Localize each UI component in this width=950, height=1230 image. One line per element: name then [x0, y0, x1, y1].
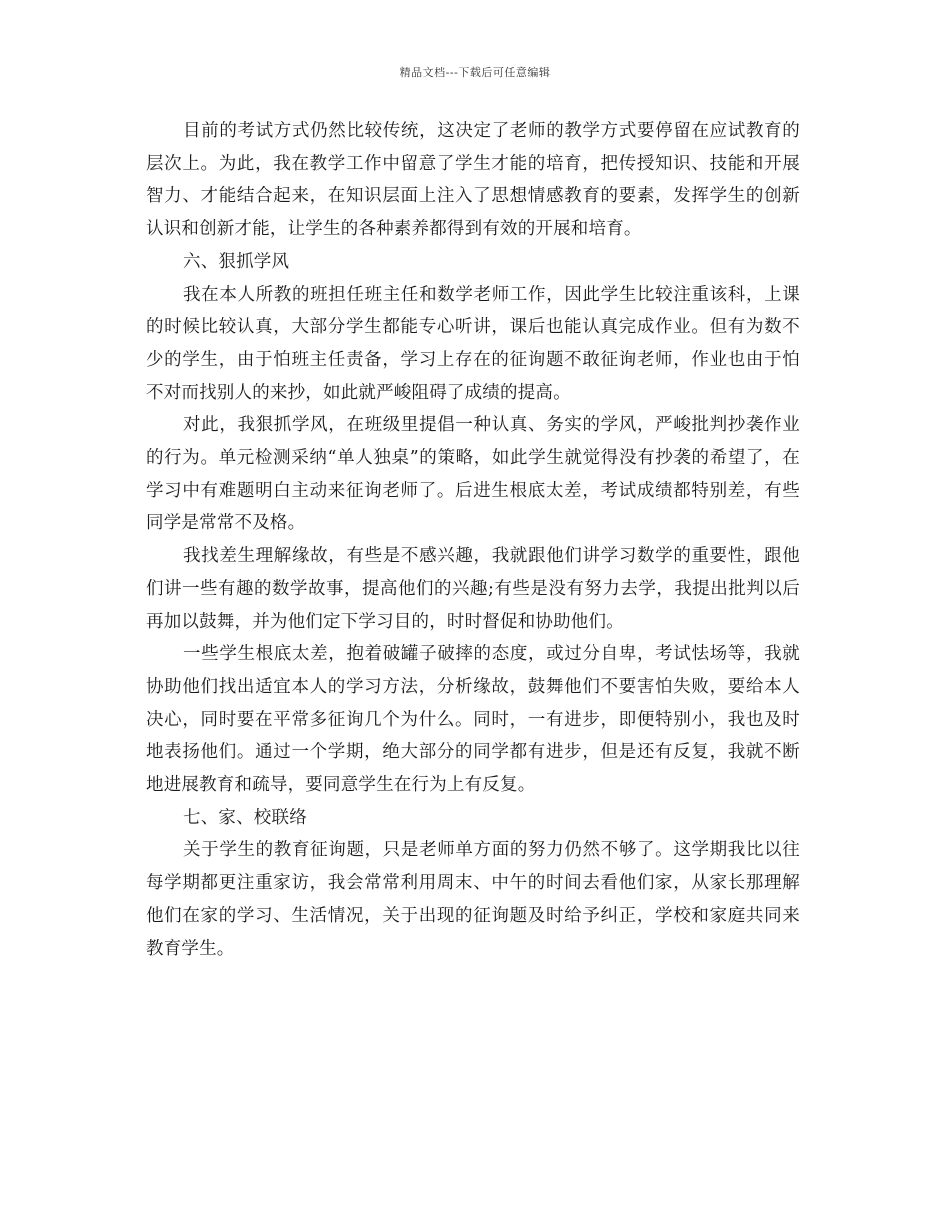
page-header: 精品文档---下载后可任意编辑 — [399, 66, 551, 79]
paragraph-home-visits: 关于学生的教育征询题，只是老师单方面的努力仍然不够了。这学期我比以往每学期都更注重家访，我会常常利用周末、中午的时间去看他们家，从家长那理解他们在家的学习、生活情况，关于出现的征询题及时给予纠正，学校和家庭共同来教育学生。 — [146, 840, 800, 959]
document-body — [146, 115, 800, 965]
section-heading-home-school: 七、家、校联络 — [183, 807, 307, 828]
section-heading-study-style: 六、狠抓学风 — [183, 251, 290, 272]
paragraph-struggling-students: 我找差生理解缘故，有些是不感兴趣，我就跟他们讲学习数学的重要性，跟他们讲一些有趣的数学故事，提高他们的兴趣;有些是没有努力去学，我提出批判以后再加以鼓舞，并为他们定下学习目的，时时督促和协助他们。 — [146, 546, 800, 632]
paragraph-study-style-measures: 对此，我狠抓学风，在班级里提倡一种认真、务实的学风，严峻批判抄袭作业的行为。单元检测采纳“单人独桌”的策略，如此学生就觉得没有抄袭的希望了，在学习中有难题明白主动来征询老师了。后进生根底太差，考试成绩都特别差，有些同学是常常不及格。 — [146, 415, 800, 534]
paragraph-class-teacher: 我在本人所教的班担任班主任和数学老师工作，因此学生比较注重该科，上课的时候比较认真，大部分学生都能专心听讲，课后也能认真完成作业。但有为数不少的学生，由于怕班主任责备，学习上存在的征询题不敢征询老师，作业也由于怕不对而找别人的来抄，如此就严峻阻碍了成绩的提高。 — [146, 284, 800, 403]
paragraph-weak-foundation: 一些学生根底太差，抱着破罐子破摔的态度，或过分自卑，考试怯场等，我就协助他们找出适宜本人的学习方法，分析缘故，鼓舞他们不要害怕失败，要给本人决心，同时要在平常多征询几个为什么。同时，一有进步，即便特别小，我也及时地表扬他们。通过一个学期，绝大部分的同学都有进步，但是还有反复，我就不断地进展教育和疏导，要同意学生在行为上有反复。 — [146, 644, 800, 796]
paragraph-exam-method: 目前的考试方式仍然比较传统，这决定了老师的教学方式要停留在应试教育的层次上。为此，我在教学工作中留意了学生才能的培育，把传授知识、技能和开展智力、才能结合起来，在知识层面上注入了思想情感教育的要素，发挥学生的创新认识和创新才能，让学生的各种素养都得到有效的开展和培育。 — [146, 121, 800, 240]
